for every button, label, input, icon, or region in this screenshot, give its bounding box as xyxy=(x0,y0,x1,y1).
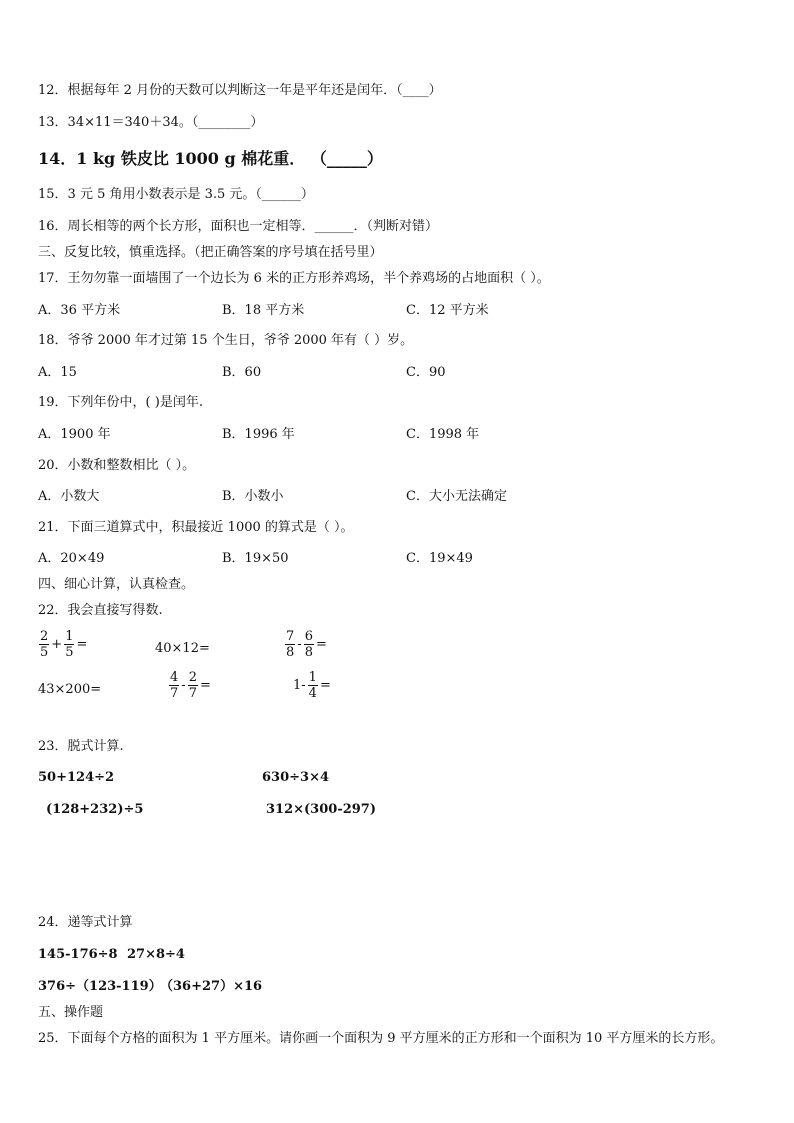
numerator: 1 xyxy=(65,629,74,644)
question-20: 20．小数和整数相比（ ）。 xyxy=(38,458,196,473)
q24-expression: 27×8÷4 xyxy=(127,947,185,962)
operator: - xyxy=(297,637,302,652)
q22-fraction-expression-c xyxy=(284,629,328,660)
denominator: 5 xyxy=(40,645,49,660)
fraction xyxy=(308,670,318,701)
equals-sign: = xyxy=(199,678,211,693)
q20-option-a: A．小数大 xyxy=(38,489,100,504)
numerator: 1 xyxy=(308,670,317,685)
question-24: 24．递等式计算 xyxy=(38,915,133,930)
q23-expression: 50+124÷2 xyxy=(38,770,115,785)
q17-option-b: B．18 平方米 xyxy=(222,303,305,318)
question-22: 22．我会直接写得数. xyxy=(38,603,163,618)
question-23: 23．脱式计算. xyxy=(38,739,124,754)
fraction xyxy=(169,670,179,701)
denominator: 7 xyxy=(170,686,179,701)
q24-expression: （36+27）×16 xyxy=(160,979,263,994)
question-17: 17．王勿勿靠一面墙围了一个边长为 6 米的正方形养鸡场，半个养鸡场的占地面积（ ）。 xyxy=(38,271,550,286)
q18-option-a: A．15 xyxy=(38,365,77,380)
fraction xyxy=(285,629,295,660)
fraction xyxy=(39,629,49,660)
q17-option-c: C．12 平方米 xyxy=(406,303,489,318)
numerator: 7 xyxy=(286,629,295,644)
q24-expression: 145-176÷8 xyxy=(38,947,118,962)
fraction xyxy=(188,670,198,701)
q19-option-c: C．1998 年 xyxy=(406,427,480,442)
equals-sign: = xyxy=(319,678,331,693)
section-5-heading: 五、操作题 xyxy=(38,1005,104,1020)
q22-fraction-expression-e xyxy=(168,670,212,701)
question-12: 12．根据每年 2 月份的天数可以判断这一年是平年还是闰年．（____） xyxy=(38,83,442,98)
numerator: 6 xyxy=(304,629,313,644)
equals-sign: = xyxy=(76,637,88,652)
fraction xyxy=(64,629,74,660)
q22-fraction-expression-f xyxy=(292,670,332,701)
question-16: 16．周长相等的两个长方形，面积也一定相等．______．（判断对错） xyxy=(38,219,439,234)
equals-sign: = xyxy=(315,637,327,652)
numerator: 4 xyxy=(170,670,179,685)
numerator: 2 xyxy=(40,629,49,644)
denominator: 7 xyxy=(188,686,197,701)
denominator: 8 xyxy=(286,645,295,660)
q23-expression: 312×(300-297) xyxy=(266,802,376,817)
q22-expression-b: 40×12= xyxy=(155,641,210,656)
numerator: 2 xyxy=(188,670,197,685)
q22-fraction-expression-a xyxy=(38,629,88,660)
q22-expression-d: 43×200= xyxy=(38,682,102,697)
q18-option-c: C．90 xyxy=(406,365,446,380)
q19-option-b: B．1996 年 xyxy=(222,427,295,442)
q23-expression: 630÷3×4 xyxy=(262,770,330,785)
q21-option-a: A．20×49 xyxy=(38,551,105,566)
q19-option-a: A．1900 年 xyxy=(38,427,111,442)
q24-expression: 376÷（123-119） xyxy=(38,979,162,994)
q23-expression: (128+232)÷5 xyxy=(46,802,144,817)
minuend: 1- xyxy=(293,678,306,693)
operator: - xyxy=(181,678,186,693)
q17-option-a: A．36 平方米 xyxy=(38,303,121,318)
q21-option-b: B．19×50 xyxy=(222,551,289,566)
denominator: 4 xyxy=(308,686,317,701)
question-13: 13．34×11＝340＋34。（________） xyxy=(38,115,264,130)
question-14: 14．1 kg 铁皮比 1000 g 棉花重． （_____） xyxy=(38,149,383,168)
question-25: 25．下面每个方格的面积为 1 平方厘米。请你画一个面积为 9 平方厘米的正方形和一个面积为 10 平方厘米的长方形。 xyxy=(38,1031,724,1046)
q20-option-b: B．小数小 xyxy=(222,489,284,504)
section-3-heading: 三、反复比较，慎重选择。（把正确答案的序号填在括号里） xyxy=(38,245,383,260)
denominator: 8 xyxy=(304,645,313,660)
q21-option-c: C．19×49 xyxy=(406,551,473,566)
section-4-heading: 四、细心计算，认真检查。 xyxy=(38,577,195,592)
q20-option-c: C．大小无法确定 xyxy=(406,489,507,504)
question-21: 21．下面三道算式中，积最接近 1000 的算式是（ ）。 xyxy=(38,520,354,535)
fraction xyxy=(304,629,314,660)
question-19: 19．下列年份中，( )是闰年. xyxy=(38,395,203,410)
question-15: 15．3 元 5 角用小数表示是 3.5 元。（______） xyxy=(38,187,314,202)
denominator: 5 xyxy=(65,645,74,660)
operator: + xyxy=(51,637,63,652)
q18-option-b: B．60 xyxy=(222,365,262,380)
question-18: 18．爷爷 2000 年才过第 15 个生日，爷爷 2000 年有（ ）岁。 xyxy=(38,333,414,348)
